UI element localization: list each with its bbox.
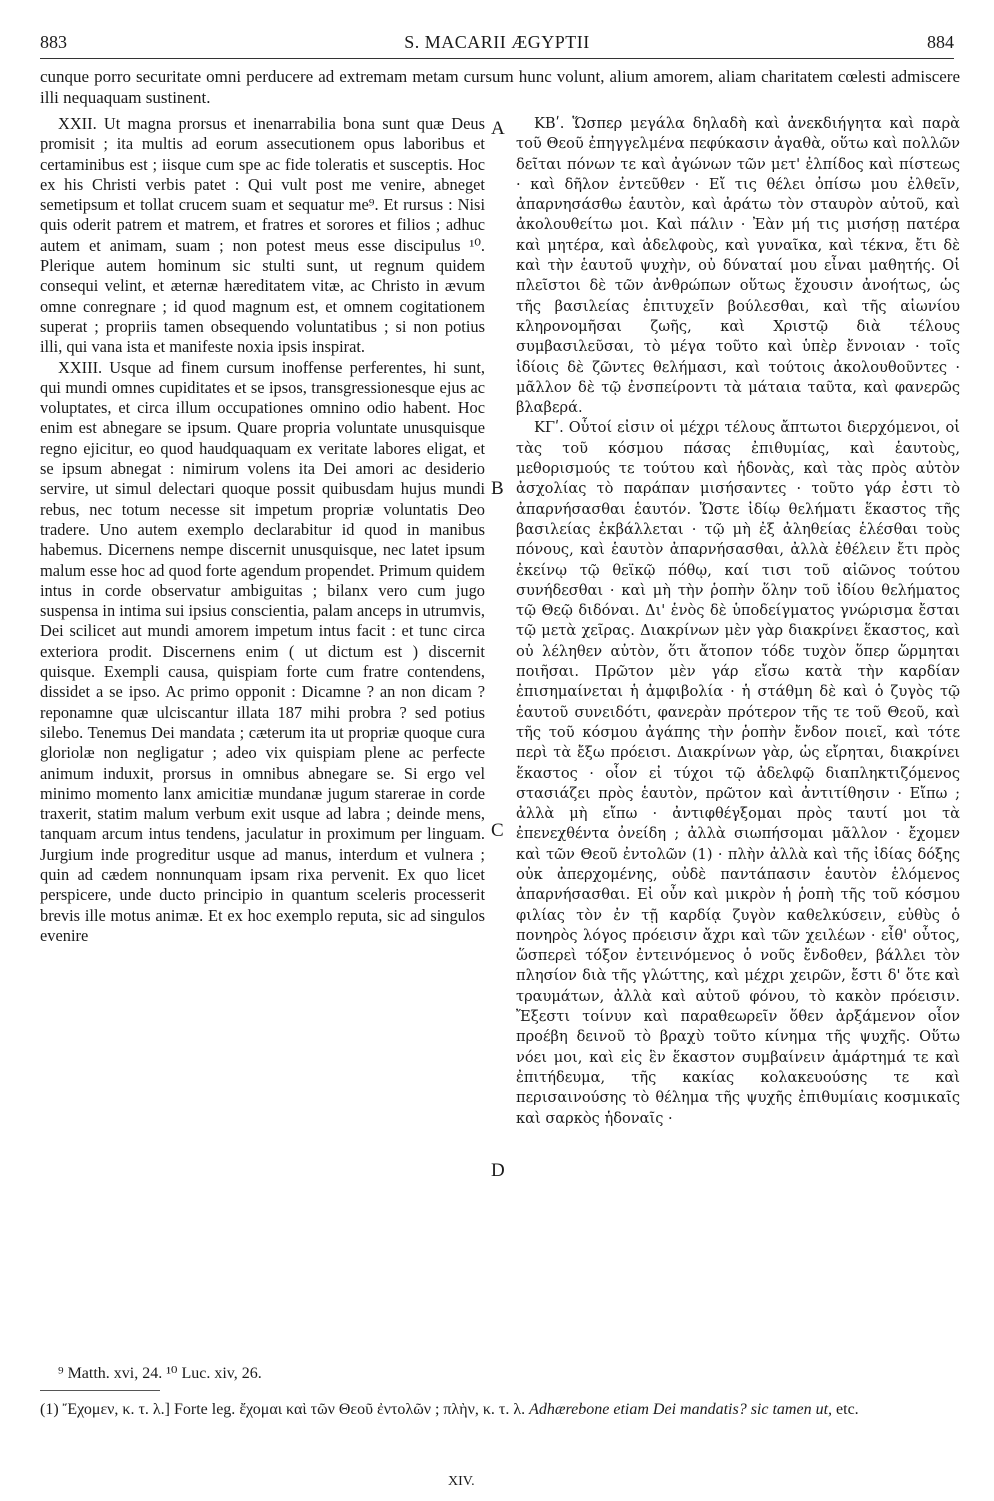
note-text-a: Forte leg. xyxy=(173,1401,236,1418)
note-greek-lemma: Ἔχομεν, κ. τ. λ.] xyxy=(62,1401,170,1418)
header-rule xyxy=(40,58,954,59)
margin-marker-d: D xyxy=(491,1160,505,1181)
page-number-right: 884 xyxy=(927,32,954,52)
greek-section-kg: ΚΓʹ. Οὗτοί εἰσιν οἱ μέχρι τέλους ἄπτωτοι διερχόμενοι, οἱ τὰς τοῦ κόσμου πάσας ἐπιθυμίας, καὶ ἑαυτοὺς, μεθορισμούς τε τούτου καὶ ἡδονὰς, καὶ τὰς πρὸς αὐτὸν ἀσχολίας τὸ παράπαν μισήσαντες · τοῦτο γάρ ἐστι τὸ ἀπαρνήσασθαι ἑαυτόν. Ὥστε ἰδίῳ θελήματι ἕκαστος τῆς βασιλείας ἐκβάλλεται · τῷ μὴ ἐξ ἀληθείας ἑλέσθαι τοὺς πόνους, καὶ ἑαυτὸν ἀπαρνήσασθαι, ἀλλὰ ἐθέλειν ἔτι πρὸς ἐκείνῳ τῷ θεϊκῷ πόθῳ, καί τισι τοῦ αἰῶνος τούτου συνήδεσθαι · καὶ μὴ τὴν ῥοπὴν ὅλην τοῦ ἰδίου θελήματος τῷ Θεῷ διδόναι. Δι' ἑνὸς δὲ ὑποδείγματος γνώρισμα ἔσται τῷ μετὰ χεῖρας. Διακρίνων μὲν γὰρ διακρίνει ἕκαστος, καὶ οὐ λέληθεν αὐτὸν, ὅτι ἄτοπον τόδε τυχὸν ὅπερ ὥρμηται ποιῆσαι. Πρῶτον μὲν γάρ εἴσω κατὰ τὴν καρδίαν ἐπισημαίνεται ἡ ἀμφιβολία · ἡ στάθμη δὲ καὶ ὁ ζυγὸς τῷ ἑαυτοῦ συνειδότι, φανερὰν πρότερον τῆς τε τοῦ Θεοῦ, καὶ τῆς τοῦ κόσμου ἀγάπης τὴν ῥοπὴν ἔνδον ποιεῖ, καὶ τότε περὶ τὰ ἔξω πρόεισι. Διακρίνων γὰρ, ὡς εἴρηται, διακρίνει ἕκαστος · οἷον εἰ τύχοι τῷ ἀδελφῷ διαπληκτιζόμενος στασιάζει πρὸς ἑαυτὸν, πρῶτον καὶ ἀντιτίθησιν · Εἴπω ; ἀλλὰ μὴ εἴπω · ἀντιφθέγξομαι πρὸς ταυτί μοι τὰ ἐπενεχθέντα ὀνείδη ; ἀλλὰ σιωπήσομαι μᾶλλον · ἔχομεν καὶ τῶν Θεοῦ ἐντολῶν (1) · πλὴν ἀλλὰ καὶ τῆς ἰδίας δόξης οὐκ ἀπερχομένης, οὐδὲ παντάπασιν ἑαυτὸν ἑλόμενος ἀπαρνήσασθαι. Εἰ οὖν καὶ μικρὸν ἡ ῥοπὴ τῆς τοῦ κόσμου φιλίας τὸν ἐν τῇ καρδίᾳ ζυγὸν καθελκύσειν, εὐθὺς ὁ πονηρὸς λόγος πρόεισιν ἄχρι καὶ τῶν χειλέων · εἶθ' οὗτος, ὥσπερεὶ τόξον ἐντεινόμενος ὁ νοῦς ἔνδοθεν, βάλλει τὸν πλησίον διὰ τῆς γλώττης, καὶ μέχρι χειρῶν, ἔστι δ' ὅτε καὶ τραυμάτων, ἀλλὰ καὶ αὐτοῦ φόνου, τὸ κακὸν πρόεισιν. Ἔξεστι τοίνυν καὶ παραθεωρεῖν ὅθεν ἀρξάμενον οἷον προέβη δεινοῦ τὸ βραχὺ τοῦτο κίνημα τῆς ψυχῆς. Οὕτω νόει μοι, καὶ εἰς ἓν ἕκαστον συμβαίνειν ἁμάρτημά τε καὶ ἐπιτήδευμα, τῆς κακίας κολακευούσης τε καὶ περισαινούσης τὸ θέλημα τῆς ψυχῆς ἐπιθυμίαις κοσμικαῖς καὶ σαρκὸς ἡδοναῖς · xyxy=(516,419,960,1127)
latin-column xyxy=(40,114,485,946)
note-label: (1) xyxy=(40,1401,59,1418)
editorial-note xyxy=(40,1400,960,1419)
margin-marker-a: A xyxy=(491,118,505,139)
note-greek-reading: ἔχομαι καὶ τῶν Θεοῦ ἐντολῶν ; πλὴν, κ. τ. λ. xyxy=(239,1401,526,1418)
continuation-paragraph: cunque porro securitate omni perducere ad extremam metam cursum hunc volunt, alium amorem, aliam charitatem cœlesti admiscere illi nequaquam sustinent. xyxy=(40,67,960,107)
page-number-left: 883 xyxy=(40,32,67,52)
note-text-b: etc. xyxy=(836,1401,859,1418)
latin-section-xxiii: XXIII. Usque ad finem cursum inoffense perferentes, hi sunt, qui mundi omnes cupiditates et se ipsos, transgressionesque ejus ac voluptates, et circa illum occupationes omnino odio habent. Hoc enim est abnegare se ipsum. Quare propria voluntate unusquisque regno ejicitur, eo quod haudquaquam ex veritate labores eligat, et se ipsum abnegat : nimirum volens ita Dei amori ac desiderio servire, ut simul delectari quoque possit quibusdam hujus mundi rebus, nec totum necesse sit impetum propriæ voluntatis Deo tradere. Uno autem exemplo declarabitur id quod in manibus habemus. Dicernens nempe discernit unusquisque, nec latet ipsum malum esse hoc ad quod forte agendum propendet. Primum quidem intus in corde observatur ambiguitas ; bilanx vero cum jugo suspensa in intima sui ipsius conscientia, palam anceps in utrumvis, Dei scilicet aut mundi amorem impetum intus facit : et tunc circa exteriora prodit. Discernens enim ( ut dictum est ) discernit quisque. Exempli causa, quispiam forte cum fratre contendens, dissidet a se ipso. Ac primo opponit : Dicamne ? an non dicam ? reponamne quæ ulciscantur illata 187 mihi probra ? sed potius silebo. Tenemus Dei mandata ; cæterum ita ut propriæ quoque cura gloriolæ non negligatur ; adeo vix quispiam plene ac perfecte animum induxit, prorsus in omnibus abnegare se. Si ergo vel minimo momento lanx amicitiæ mundanæ jugum starerae in corde traxerit, statim malum verbum exit usque ad labra ; deinde mens, tanquam arcum intus tendens, jaculatur in proximum per linguam. Jurgium inde progreditur usque ad manus, interdum et vulnera ; quin ad cædem nonnunquam ipsam rixa pervenit. Ex quo licet perspicere, unde ducto principio in quantum sceleris processerit brevis ille motus animæ. Et ex hoc exemplo reputa, sic ad singulos evenire xyxy=(40,357,485,945)
scripture-footnotes: ⁹ Matth. xvi, 24. ¹⁰ Luc. xiv, 26. xyxy=(58,1365,262,1382)
footnote-rule xyxy=(40,1390,160,1391)
margin-marker-b: B xyxy=(491,478,504,499)
note-italic: Adhærebone etiam Dei mandatis? sic tamen ut, xyxy=(529,1401,833,1418)
greek-section-kb: ΚΒʹ. Ὥσπερ μεγάλα δηλαδὴ καὶ ἀνεκδιήγητα καὶ παρὰ τοῦ Θεοῦ ἐπηγγελμένα πεφύκασιν ἀγαθὰ, οὕτω καὶ πολλῶν δεῖται πόνων τε καὶ ἀγώνων τῶν μετ' ἐλπίδος καὶ πίστεως · καὶ δῆλον ἐντεῦθεν · Εἴ τις θέλει ὀπίσω μου ἐλθεῖν, ἀπαρνησάσθω ἑαυτὸν, καὶ ἀράτω τὸν σταυρὸν αὐτοῦ, καὶ ἀκολουθείτω μοι. Καὶ πάλιν · Ἐὰν μή τις μισήσῃ πατέρα καὶ μητέρα, καὶ ἀδελφοὺς, καὶ γυναῖκα, καὶ τέκνα, ἔτι δὲ καὶ τὴν ἑαυτοῦ ψυχὴν, οὐ δύναταί μου εἶναι μαθητής. Οἱ πλεῖστοι δὲ τῶν ἀνθρώπων οὕτως ἔχουσιν ἀνοήτως, ὡς τῆς βασιλείας ἐπιτυχεῖν βούλεσθαι, καὶ τῆς αἰωνίου κληρονομῆσαι ζωῆς, καὶ Χριστῷ διὰ τέλους συμβασιλεῦσαι, τὸ μέγα τοῦτο καὶ ὑπὲρ ἔννοιαν · τοῖς ἰδίοις δὲ ζῶντες θελήμασι, καὶ τούτοις ἀκολουθοῦντες · μᾶλλον δὲ τῷ ἐνσπείροντι τὰ μάταια ταῦτα, καὶ φανερῶς βλαβερά. xyxy=(516,115,960,417)
greek-column xyxy=(516,114,960,1129)
margin-marker-c: C xyxy=(491,820,504,841)
page-header xyxy=(40,32,954,60)
signature-mark: XIV. xyxy=(448,1474,475,1489)
latin-section-xxii: XXII. Ut magna prorsus et inenarrabilia bona sunt quæ Deus promisit ; ita multis ad eorum assecutionem opus laboribus et certaminibus est ; iisque cum spe ac fide toleratis et susceptis. Hoc ex his Christi verbis patet : Qui vult post me venire, abneget semetipsum et tollat crucem suam et sequatur me⁹. Et rursus : Nisi quis oderit patrem et matrem, et fratres et sorores et filios ; adhuc autem et animam, suam ; non potest meus esse discipulus ¹⁰. Plerique autem hominum sic stulti sunt, ut regnum quidem consequi velint, et æternæ hæreditatem vitæ, ac Christo in ævum omne conregnare ; id quod magnum est, et omnem cogitationem superat ; propriis tamen obsequendo voluntatibus ; si non potius illi, qui vana ista et manifeste noxia ipsis inspirat. xyxy=(40,114,485,357)
running-title: S. MACARII ÆGYPTII xyxy=(404,32,590,52)
